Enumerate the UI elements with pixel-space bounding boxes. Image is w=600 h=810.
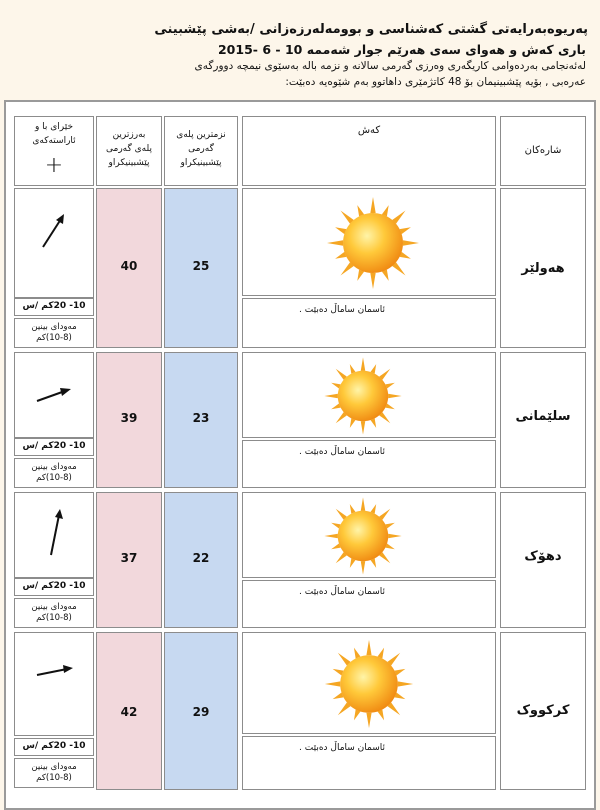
- city-name: هەولێر: [521, 261, 565, 276]
- row2-max-temp-cell: [96, 352, 162, 488]
- row1-city-cell: [500, 188, 586, 348]
- sun-disc: [338, 511, 388, 561]
- row2-weather-icon-cell: [242, 352, 496, 438]
- sun-disc: [338, 371, 388, 421]
- wind-arrow-icon: [15, 189, 95, 299]
- max-temp-value: 39: [120, 411, 138, 425]
- min-temp-value: 25: [192, 259, 210, 273]
- city-name: دهۆک: [524, 549, 562, 564]
- sun-ray: [361, 421, 366, 435]
- visibility-label: مەودای بینین: [31, 602, 77, 612]
- sun-ray: [324, 534, 338, 539]
- sun-icon: [323, 193, 423, 293]
- row4-description-cell: [242, 736, 496, 790]
- header-wind-label-1: خێرای با و: [34, 122, 74, 132]
- row1-weather-icon-cell: [242, 188, 496, 296]
- header-weather-label: کەش: [357, 125, 381, 136]
- header-city-cell: [500, 116, 586, 186]
- header-intro-line: لەئەنجامی بەردەوامی کاریگەری وەرزی گەرمی سالانە و نزمە بالە بەسێوی نیمچە دوورگەی: [194, 60, 586, 72]
- row2-description-cell: [242, 440, 496, 488]
- visibility-value: (10-8)کم: [36, 773, 72, 783]
- min-temp-value: 23: [192, 411, 210, 425]
- row2-city-cell: [500, 352, 586, 488]
- wind-arrow-icon: [15, 493, 95, 579]
- city-name: کرکووک: [516, 703, 570, 718]
- wind-arrow-icon: [15, 353, 95, 439]
- sun-icon: [315, 494, 411, 578]
- row2-min-temp-cell: [164, 352, 238, 488]
- sun-ray: [327, 240, 343, 245]
- visibility-label: مەودای بینین: [31, 322, 77, 332]
- wind-speed: 10- 20کم /س: [22, 581, 86, 591]
- header-min-temp-cell: [164, 116, 238, 186]
- sun-ray: [403, 240, 419, 245]
- city-name: سلێمانی: [515, 409, 571, 424]
- row2-visibility-cell: [14, 458, 94, 488]
- visibility-value: (10-8)کم: [36, 473, 72, 483]
- header-wind-cell: [14, 116, 94, 186]
- row4-min-temp-cell: [164, 632, 238, 790]
- forecast-table: [4, 100, 596, 810]
- row1-min-temp-cell: [164, 188, 238, 348]
- row1-wind-speed-cell: [14, 298, 94, 316]
- max-temp-value: 42: [120, 705, 138, 719]
- row2-wind-cell: [14, 352, 94, 438]
- visibility-label: مەودای بینین: [31, 462, 77, 472]
- sun-ray: [361, 497, 366, 511]
- header-city-label: شارەکان: [524, 145, 562, 156]
- row3-wind-cell: [14, 492, 94, 578]
- row4-weather-icon-cell: [242, 632, 496, 734]
- sun-ray: [388, 394, 402, 399]
- row1-description-cell: [242, 298, 496, 348]
- row1-visibility-cell: [14, 318, 94, 348]
- sun-ray: [324, 394, 338, 399]
- header-min-label-2: گەرمی: [188, 144, 214, 154]
- header-title: پەریوەبەرایەتی گشتی کەشناسی و بوومەلەرزەزانی /بەشی پێشبینی: [154, 22, 588, 37]
- row1-max-temp-cell: [96, 188, 162, 348]
- row3-visibility-cell: [14, 598, 94, 628]
- sun-disc: [340, 655, 398, 713]
- visibility-label: مەودای بینین: [31, 762, 77, 772]
- wind-speed: 10- 20کم /س: [22, 301, 86, 311]
- header-min-label-3: پێشبینیکراو: [180, 158, 222, 168]
- row3-wind-speed-cell: [14, 578, 94, 596]
- header-weather-cell: [242, 116, 496, 186]
- sun-ray: [325, 681, 340, 686]
- wind-arrow-icon: [15, 633, 95, 737]
- header-max-label-2: پلەی گەرمی: [106, 144, 152, 154]
- header-intro-line-2: عەرەبی , بۆیە پێشبینیمان بۆ 48 کاتژمێری داهاتوو بەم شێوەیە دەبێت:: [285, 76, 586, 88]
- row1-wind-cell: [14, 188, 94, 298]
- row4-max-temp-cell: [96, 632, 162, 790]
- sun-ray: [361, 561, 366, 575]
- sun-ray: [361, 357, 366, 371]
- row3-weather-icon-cell: [242, 492, 496, 578]
- sun-ray: [366, 713, 371, 728]
- weather-description: ئاسمان ساماڵ دەبێت .: [299, 743, 385, 753]
- header-max-label-3: پێشبینیکراو: [108, 158, 150, 168]
- weather-description: ئاسمان ساماڵ دەبێت .: [299, 587, 385, 597]
- max-temp-value: 37: [120, 551, 138, 565]
- header-max-label-1: بەرزترین: [112, 130, 146, 140]
- row4-wind-cell: [14, 632, 94, 736]
- sun-ray: [370, 273, 375, 289]
- visibility-value: (10-8)کم: [36, 613, 72, 623]
- row3-description-cell: [242, 580, 496, 628]
- wind-speed: 10- 20کم /س: [22, 741, 86, 751]
- sun-disc: [343, 213, 403, 273]
- sun-ray: [370, 197, 375, 213]
- visibility-value: (10-8)کم: [36, 333, 72, 343]
- weather-description: ئاسمان ساماڵ دەبێت .: [299, 305, 385, 315]
- row4-wind-speed-cell: [14, 738, 94, 756]
- min-temp-value: 29: [192, 705, 210, 719]
- header-wind-label-2: ئاراستەکەی: [32, 136, 76, 146]
- row3-min-temp-cell: [164, 492, 238, 628]
- wind-speed: 10- 20کم /س: [22, 441, 86, 451]
- header-date-line: باری کەش و هەوای سەی هەرێم جوار شەممە 10 - 6 -2015: [217, 42, 586, 57]
- sun-icon: [315, 354, 411, 438]
- sun-ray: [388, 534, 402, 539]
- header-min-label-1: نزمترین پلەی: [176, 130, 226, 140]
- max-temp-value: 40: [120, 259, 138, 273]
- weather-description: ئاسمان ساماڵ دەبێت .: [299, 447, 385, 457]
- row4-visibility-cell: [14, 758, 94, 788]
- header-max-temp-cell: [96, 116, 162, 186]
- row4-city-cell: [500, 632, 586, 790]
- min-temp-value: 22: [192, 551, 210, 565]
- row3-city-cell: [500, 492, 586, 628]
- sun-ray: [366, 640, 371, 655]
- sun-ray: [398, 681, 413, 686]
- report-header: [0, 0, 600, 100]
- sun-icon: [319, 636, 419, 732]
- plus-icon: +: [44, 153, 64, 178]
- row3-max-temp-cell: [96, 492, 162, 628]
- row2-wind-speed-cell: [14, 438, 94, 456]
